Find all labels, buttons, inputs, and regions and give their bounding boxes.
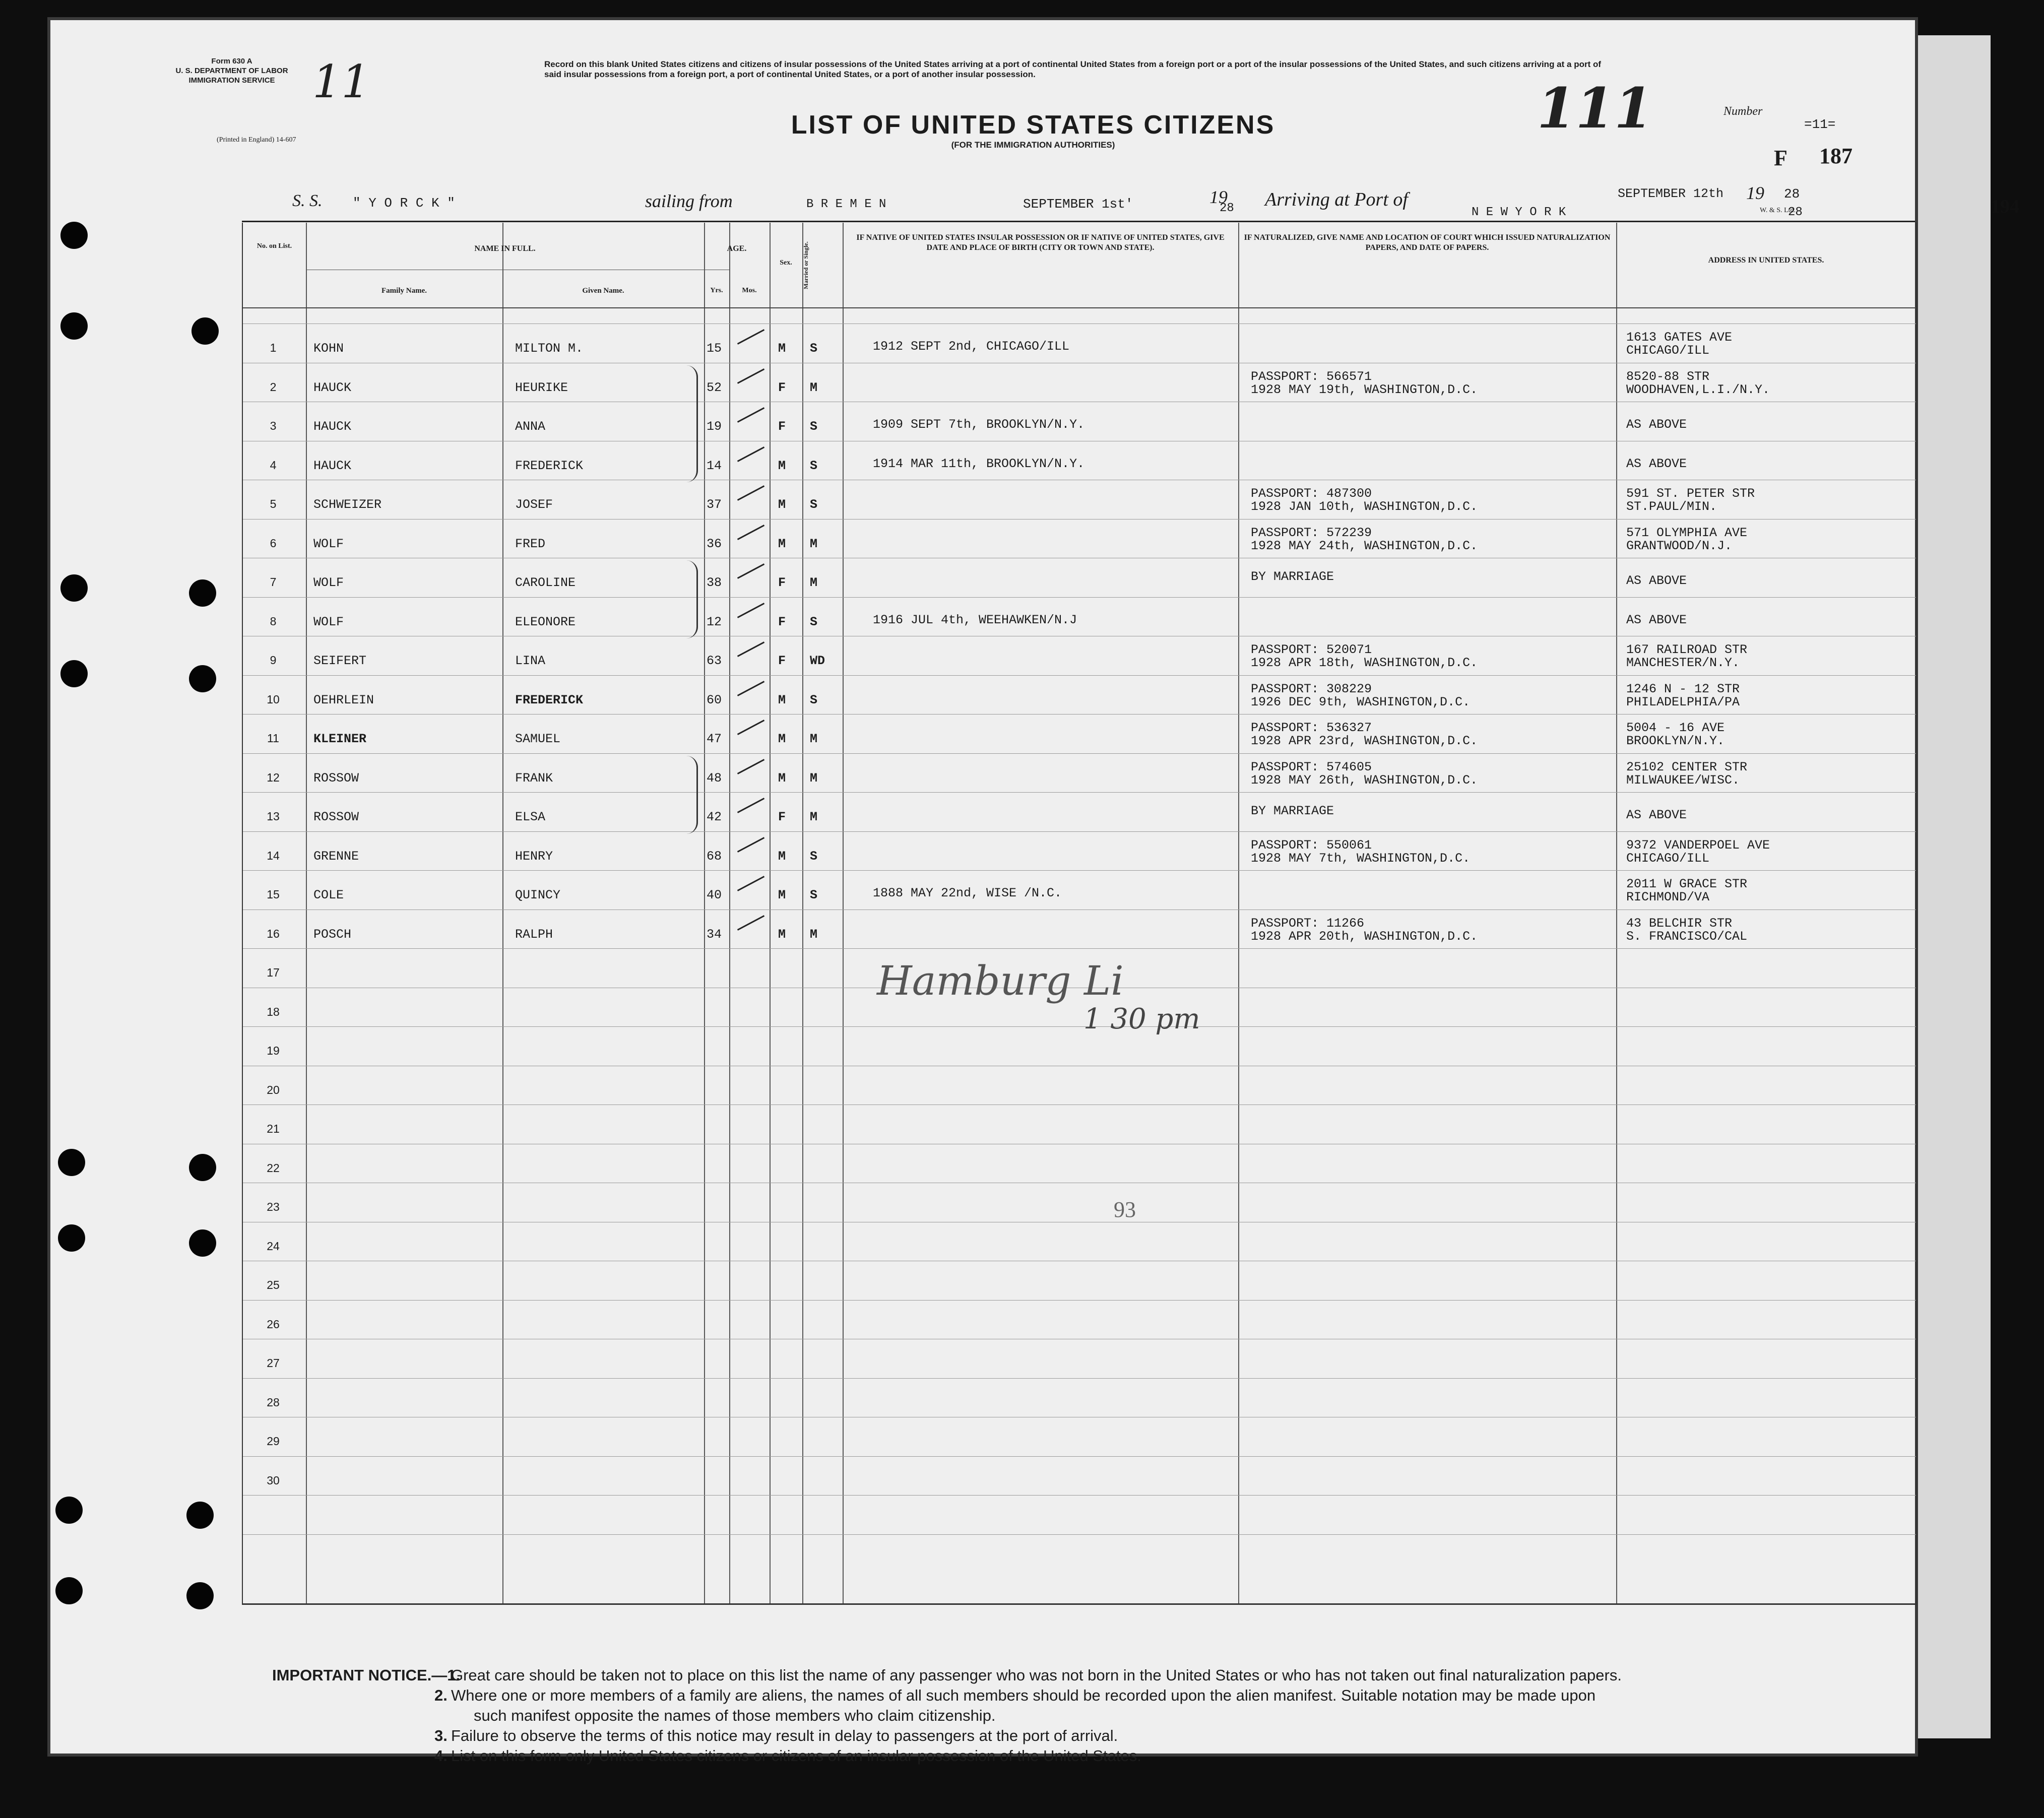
given-name: ANNA [515,419,546,434]
naturalization-passport: PASSPORT: 308229 [1251,681,1372,696]
naturalization-date: 1928 APR 20th, WASHINGTON,D.C. [1251,929,1478,944]
address-line-2: ST.PAUL/MIN. [1626,499,1717,514]
age-years: 12 [707,614,722,629]
punch-hole [189,1229,216,1257]
page-title: LIST OF UNITED STATES CITIZENS [791,110,1275,140]
age-years: 63 [707,654,722,668]
address-line-2: PHILADELPHIA/PA [1626,694,1740,709]
check-mark [737,681,764,696]
notice-item-2-num: 2. [434,1686,448,1704]
col-married: Married or Single. [802,241,809,290]
handwritten-port-note: Hamburg Li [877,957,1124,1004]
age-years: 68 [707,849,722,864]
given-name: HENRY [515,849,553,864]
row-number: 1 [270,341,277,354]
punch-hole [55,1497,83,1524]
given-name: LINA [515,654,546,668]
family-name: SEIFERT [313,654,367,668]
address-line-2: CHICAGO/ILL [1626,851,1710,866]
notice-heading: IMPORTANT NOTICE.—1. [272,1666,461,1684]
address-line-1: 571 OLYMPHIA AVE [1626,525,1748,540]
sex: M [778,770,786,786]
given-name: FREDERICK [515,692,584,707]
given-name: ELEONORE [515,614,576,629]
marital-status: M [810,380,818,395]
age-years: 36 [707,536,722,551]
row-number: 23 [267,1200,280,1213]
printer-note: W. & S. Ltd. [1760,207,1796,214]
year-suffix: 28 [1220,202,1234,215]
age-years: 15 [707,341,722,356]
sex: M [778,888,786,902]
family-name: WOLF [313,536,344,551]
handwritten-top-right: 111 [1537,76,1653,141]
row-number: 26 [267,1317,280,1331]
form-id-block [151,56,312,85]
printer-year: 28 [1788,206,1803,219]
service: IMMIGRATION SERVICE [188,76,275,85]
family-name: COLE [313,888,344,902]
punch-hole [186,1502,214,1529]
naturalization-date: 1928 MAY 24th, WASHINGTON,D.C. [1251,538,1478,553]
row-number: 18 [267,1005,280,1018]
naturalization-passport: PASSPORT: 11266 [1251,916,1365,931]
row-rule [243,870,1916,871]
punch-hole [191,317,219,345]
given-name: HEURIKE [515,380,568,395]
row-number: 3 [270,419,277,432]
row-number: 5 [270,497,277,510]
row-rule [243,1495,1916,1496]
given-name: FREDERICK [515,458,584,473]
marital-status: M [810,810,818,824]
sex: M [778,536,786,551]
row-number: 29 [267,1435,280,1448]
sailing-date: SEPTEMBER 1st' [1023,197,1133,212]
row-rule [243,1456,1916,1457]
check-mark [737,485,764,501]
check-mark [737,759,764,774]
arriving-label: Arriving at Port of [1265,189,1408,210]
marital-status: M [810,575,818,590]
col-yrs: Yrs. [710,287,723,294]
handwritten-top-left: 11 [312,55,370,108]
row-rule [243,519,1916,520]
naturalization-passport: PASSPORT: 536327 [1251,721,1372,735]
age-years: 52 [707,380,722,395]
f-number: 187 [1819,144,1853,168]
row-number: 13 [267,810,280,823]
manifest-page [50,20,2019,1765]
family-name: KOHN [313,341,344,356]
marital-status: S [810,458,818,473]
row-number: 27 [267,1356,280,1370]
age-years: 14 [707,458,722,473]
row-rule [243,1300,1916,1301]
col-birth: IF NATIVE OF UNITED STATES INSULAR POSSESSION OR IF NATIVE OF UNITED STATES, GIVE DATE AND PLACE OF BIRTH (CITY OR TOWN AND STATE). [856,233,1225,252]
col-sex: Sex. [780,259,792,267]
address-line-1: 1613 GATES AVE [1626,330,1733,345]
sex: F [778,614,786,629]
row-number: 14 [267,849,280,862]
notice-item-1: Great care should be taken not to place on this list the name of any passenger who was not born in the United States or who has not taken out final naturalization papers. [451,1666,1622,1684]
address-line-1: 5004 - 16 AVE [1626,721,1725,735]
check-mark [737,798,764,813]
family-name: SCHWEIZER [313,497,382,512]
col-mos: Mos. [742,287,757,294]
age-years: 37 [707,497,722,512]
row-rule [243,675,1916,676]
sex: F [778,654,786,668]
address-line-2: RICHMOND/VA [1626,890,1710,904]
birth-info: 1888 MAY 22nd, WISE /N.C. [873,886,1062,900]
sex: M [778,497,786,512]
family-name: WOLF [313,614,344,629]
notice-item-2a: Where one or more members of a family are aliens, the names of all such members should be recorded upon the alien manifest. Suitable notation may be made upon [451,1686,1596,1704]
row-number: 19 [267,1044,280,1057]
given-name: ELSA [515,810,546,824]
birth-info: 1909 SEPT 7th, BROOKLYN/N.Y. [873,417,1085,432]
sex: F [778,419,786,434]
passenger-table [242,223,1917,1605]
family-bracket [686,756,698,834]
address-line-1: 591 ST. PETER STR [1626,486,1755,501]
address-line-2: GRANTWOOD/N.J. [1626,538,1733,553]
naturalization-date: 1928 APR 23rd, WASHINGTON,D.C. [1251,734,1478,748]
row-number: 30 [267,1473,280,1487]
birth-info: 1916 JUL 4th, WEEHAWKEN/N.J [873,612,1077,627]
address-line-1: 2011 W GRACE STR [1626,877,1748,891]
family-name: GRENNE [313,849,359,864]
sex: M [778,458,786,473]
punch-hole [186,1582,214,1609]
row-rule [243,1026,1916,1027]
row-number: 15 [267,888,280,901]
row-number: 10 [267,692,280,706]
naturalization-date: 1928 MAY 7th, WASHINGTON,D.C. [1251,851,1471,866]
col-age: AGE. [727,244,747,253]
check-mark [737,329,764,345]
sex: M [778,732,786,746]
address-line-1: AS ABOVE [1626,417,1687,432]
handwritten-time-note: 1 30 pm [1083,1003,1200,1035]
row-number: 7 [270,575,277,589]
birth-info: 1914 MAR 11th, BROOKLYN/N.Y. [873,456,1085,471]
row-rule [243,1378,1916,1379]
given-name: FRANK [515,770,553,786]
family-bracket [686,560,698,638]
notice-item-3-num: 3. [434,1727,448,1744]
age-years: 19 [707,419,722,434]
punch-hole [60,312,88,340]
col-address: ADDRESS IN UNITED STATES. [1708,256,1824,265]
birth-info: 1912 SEPT 2nd, CHICAGO/ILL [873,339,1070,354]
address-line-1: AS ABOVE [1626,573,1687,588]
punch-hole [189,579,216,607]
row-rule [243,714,1916,715]
family-name: HAUCK [313,380,352,395]
marital-status: M [810,732,818,746]
row-number: 17 [267,966,280,979]
arrival-year-prefix: 19 [1746,183,1764,203]
arrival-date: SEPTEMBER 12th [1618,186,1724,201]
sex: F [778,810,786,824]
marital-status: M [810,770,818,786]
check-mark [737,837,764,853]
sex: M [778,692,786,707]
address-line-2: WOODHAVEN,L.I./N.Y. [1626,382,1770,397]
naturalization-date: 1928 MAY 26th, WASHINGTON,D.C. [1251,772,1478,788]
naturalization-passport: PASSPORT: 520071 [1251,642,1372,657]
table-body [243,223,1916,1603]
row-number: 2 [270,380,277,394]
sex: M [778,927,786,942]
punch-hole [60,222,88,249]
age-years: 34 [707,927,722,942]
address-line-2: MANCHESTER/N.Y. [1626,656,1740,670]
given-name: FRED [515,536,546,551]
address-line-2: CHICAGO/ILL [1626,343,1710,358]
port-from: B R E M E N [806,198,886,211]
col-no: No. on List. [257,242,292,250]
notice-item-3: Failure to observe the terms of this notice may result in delay to passengers at the port of arrival. [451,1727,1118,1744]
check-mark [737,368,764,384]
address-line-1: 25102 CENTER STR [1626,759,1748,774]
check-mark [737,446,764,462]
address-line-1: 167 RAILROAD STR [1626,642,1748,657]
row-number: 11 [267,732,279,745]
family-name: KLEINER [313,732,367,746]
notice-item-4: List on this form only United States citizens or citizens of an insular possession of the United States. [451,1747,1141,1765]
marital-status: M [810,536,818,551]
sex: F [778,380,786,395]
row-rule [243,948,1916,949]
given-name: SAMUEL [515,732,561,746]
sex: M [778,341,786,356]
punch-hole [189,1154,216,1181]
marital-status: S [810,419,818,434]
age-years: 47 [707,732,722,746]
marital-status: WD [810,654,825,668]
naturalization-date: 1928 APR 18th, WASHINGTON,D.C. [1251,656,1478,670]
address-line-2: MILWAUKEE/WISC. [1626,772,1740,788]
sheet-number: 194 [1991,196,2019,217]
row-number: 12 [267,770,280,784]
row-rule [243,323,1916,324]
naturalization-passport: PASSPORT: 487300 [1251,486,1372,501]
row-number: 22 [267,1161,280,1175]
address-line-1: 1246 N - 12 STR [1626,681,1740,696]
arrival-year-suffix: 28 [1784,186,1800,202]
naturalization-passport: PASSPORT: 550061 [1251,837,1372,853]
naturalization-note: BY MARRIAGE [1251,804,1334,818]
check-mark [737,720,764,735]
address-line-1: 9372 VANDERPOEL AVE [1626,837,1770,853]
check-mark [737,603,764,618]
marital-status: S [810,888,818,902]
row-number: 6 [270,536,277,550]
port-to: N E W Y O R K [1472,206,1566,219]
marital-status: S [810,692,818,707]
family-name: HAUCK [313,419,352,434]
row-number: 21 [267,1122,280,1135]
col-naturalized: IF NATURALIZED, GIVE NAME AND LOCATION OF COURT WHICH ISSUED NATURALIZATION PAPERS, AND DATE OF PAPERS. [1244,233,1611,252]
marital-status: S [810,497,818,512]
given-name: JOSEF [515,497,553,512]
row-rule [243,831,1916,832]
check-mark [737,915,764,931]
naturalization-date: 1928 JAN 10th, WASHINGTON,D.C. [1251,499,1478,514]
family-name: WOLF [313,575,344,590]
punch-hole [60,574,88,602]
row-number: 24 [267,1239,280,1253]
punch-hole [58,1224,85,1252]
marital-status: S [810,341,818,356]
address-line-2: BROOKLYN/N.Y. [1626,734,1725,748]
given-name: CAROLINE [515,575,576,590]
address-line-1: AS ABOVE [1626,456,1687,471]
given-name: RALPH [515,927,553,942]
address-line-1: 8520-88 STR [1626,369,1710,384]
row-number: 20 [267,1083,280,1096]
notice-item-4-num: 4. [434,1747,448,1765]
row-number: 8 [270,614,277,628]
form-number: Form 630 A [211,57,252,66]
age-years: 60 [707,692,722,707]
marital-status: M [810,927,818,942]
col-name-in-full: NAME IN FULL. [474,244,536,253]
naturalization-date: 1928 MAY 19th, WASHINGTON,D.C. [1251,382,1478,397]
row-number: 25 [267,1278,280,1291]
row-number: 28 [267,1395,280,1409]
check-mark [737,876,764,891]
ship-name: " Y O R C K " [353,196,455,211]
marital-status: S [810,849,818,864]
number-label: Number [1723,105,1763,118]
printed-note: (Printed in England) 14-607 [217,136,296,144]
address-line-1: AS ABOVE [1626,612,1687,627]
sailing-label: sailing from [645,191,733,211]
given-name: MILTON M. [515,341,584,356]
punch-hole [58,1149,85,1176]
age-years: 48 [707,770,722,786]
row-number: 16 [267,927,280,940]
age-years: 38 [707,575,722,590]
naturalization-passport: PASSPORT: 574605 [1251,759,1372,774]
address-line-1: 43 BELCHIR STR [1626,916,1733,931]
f-mark: F [1774,146,1787,170]
sex: F [778,575,786,590]
family-name: OEHRLEIN [313,692,374,707]
family-name: ROSSOW [313,810,359,824]
col-family-name: Family Name. [381,287,427,295]
family-name: POSCH [313,927,352,942]
check-mark [737,563,764,579]
header-rule [242,221,1915,222]
row-number: 4 [270,458,277,472]
family-name: HAUCK [313,458,352,473]
row-rule [243,792,1916,793]
address-line-2: S. FRANCISCO/CAL [1626,929,1748,944]
check-mark [737,525,764,540]
ss-label: S. S. [292,191,323,210]
punch-hole [189,665,216,692]
marital-status: S [810,614,818,629]
number-value: =11= [1804,117,1836,132]
notice-item-2b: such manifest opposite the names of those members who claim citizenship. [474,1707,996,1724]
row-rule [243,753,1916,754]
check-mark [737,641,764,657]
row-rule [243,597,1916,598]
department: U. S. DEPARTMENT OF LABOR [175,67,288,75]
sex: M [778,849,786,864]
instructions-note: Record on this blank United States citizens and citizens of insular possessions of the United States arriving at a port of continental United States from a foreign port or a port of the insular possessions of the United States, and such citizens arriving at a port of said insular possessions from a foreign port, a port of continental United States, or a port of another insular possession. [544,59,1602,79]
page-subtitle: (FOR THE IMMIGRATION AUTHORITIES) [951,140,1115,150]
year-prefix: 19 [1209,187,1228,207]
address-line-1: AS ABOVE [1626,808,1687,822]
check-mark [737,407,764,423]
age-years: 42 [707,810,722,824]
naturalization-note: BY MARRIAGE [1251,569,1334,584]
punch-hole [55,1577,83,1604]
naturalization-date: 1926 DEC 9th, WASHINGTON,D.C. [1251,694,1471,709]
stamp-number: 93 [1114,1197,1136,1222]
naturalization-passport: PASSPORT: 572239 [1251,525,1372,540]
row-rule [243,1534,1916,1535]
given-name: QUINCY [515,888,561,902]
age-years: 40 [707,888,722,902]
family-bracket [686,365,698,483]
row-number: 9 [270,654,277,667]
family-name: ROSSOW [313,770,359,786]
naturalization-passport: PASSPORT: 566571 [1251,369,1372,384]
punch-hole [60,660,88,687]
col-given-name: Given Name. [582,287,624,295]
